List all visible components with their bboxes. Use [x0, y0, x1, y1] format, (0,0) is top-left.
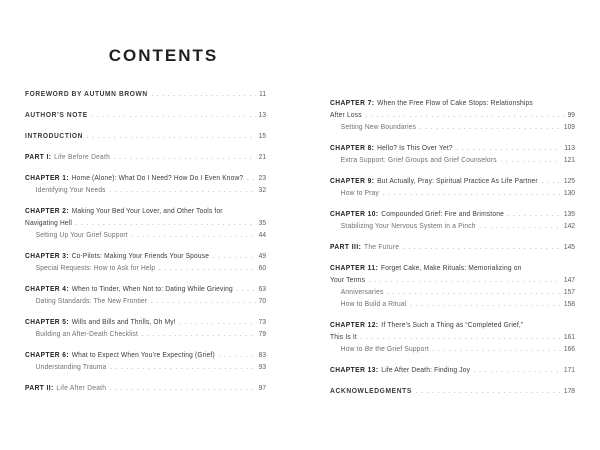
dot-leader — [500, 154, 561, 166]
dot-leader — [387, 286, 561, 298]
dot-leader — [151, 88, 256, 100]
toc-sub-entry-row — [330, 298, 575, 310]
toc-entry-title: If There’s Such a Thing as “Completed Grief,” — [381, 320, 524, 329]
toc-entry-row — [25, 283, 266, 295]
dot-leader — [213, 250, 256, 262]
page-number: 79 — [258, 329, 267, 338]
toc-entry-label: CHAPTER 4: — [25, 284, 70, 293]
toc-entry-title-continued: Your Terms — [330, 275, 366, 284]
page-number: 70 — [258, 296, 267, 305]
toc-entry-row — [330, 208, 575, 220]
toc-entry-label: CHAPTER 2: — [25, 206, 70, 215]
dot-leader — [151, 295, 256, 307]
toc-entry-row — [330, 262, 575, 274]
toc-sub-entry-row — [25, 295, 266, 307]
toc-entry-label: CHAPTER 9: — [330, 176, 375, 185]
toc-entry — [330, 208, 575, 232]
page-number: 99 — [567, 110, 575, 119]
page-number: 21 — [258, 152, 267, 161]
page-number: 35 — [258, 218, 267, 227]
toc-entry-row — [330, 175, 575, 187]
page-number: 15 — [258, 131, 267, 140]
toc-sub-title: Understanding Trauma — [35, 362, 107, 371]
toc-entry-row — [25, 250, 266, 262]
page-number: 135 — [563, 209, 575, 218]
dot-leader — [247, 172, 256, 184]
toc-sub-title: Dating Standards: The New Frontier — [35, 296, 148, 305]
toc-entry-title: Making Your Bed Your Lover, and Other Tools for — [71, 206, 223, 215]
page-number: 109 — [563, 122, 575, 131]
toc-entry — [330, 241, 575, 253]
page-number: 93 — [258, 362, 267, 371]
toc-entry-label: CHAPTER 1: — [25, 173, 70, 182]
toc-entry-row — [330, 331, 575, 343]
toc-column-right — [330, 97, 575, 406]
toc-sub-entry-row — [330, 220, 575, 232]
dot-leader — [110, 361, 256, 373]
toc-entry-label: CHAPTER 12: — [330, 320, 379, 329]
toc-entry-title: Hello? Is This Over Yet? — [377, 143, 453, 152]
toc-entry-label: CHAPTER 11: — [330, 263, 379, 272]
dot-leader — [114, 151, 256, 163]
toc-sub-title: Stabilizing Your Nervous System in a Pinch — [340, 221, 476, 230]
dot-leader — [541, 175, 561, 187]
toc-entry — [25, 349, 266, 373]
toc-sub-title: Extra Support: Grief Groups and Grief Counselors — [340, 155, 497, 164]
dot-leader — [403, 241, 561, 253]
toc-entry — [25, 205, 266, 241]
toc-entry-label: CHAPTER 7: — [330, 98, 375, 107]
toc-entry — [330, 364, 575, 376]
page-number: 44 — [258, 230, 267, 239]
toc-sub-title: How to Pray — [340, 188, 380, 197]
toc-entry — [25, 316, 266, 340]
toc-entry-row — [25, 109, 266, 121]
toc-entry-title: What to Expect When You’re Expecting (Grief) — [71, 350, 215, 359]
toc-sub-title: How to Build a Ritual — [340, 299, 407, 308]
toc-entry-row — [25, 349, 266, 361]
toc-entry-title: When the Free Flow of Cake Stops: Relationships — [377, 98, 533, 107]
toc-entry-title: Compounded Grief: Fire and Brimstone — [381, 209, 504, 218]
page-number: 113 — [564, 143, 575, 152]
dot-leader — [109, 184, 256, 196]
page-number: 171 — [563, 365, 575, 374]
toc-entry-label: PART III: — [330, 242, 362, 251]
dot-leader — [179, 316, 256, 328]
toc-entry-title: Life After Death — [56, 383, 107, 392]
toc-entry — [25, 382, 266, 394]
toc-entry — [25, 130, 266, 142]
toc-entry-row — [25, 382, 266, 394]
toc-sub-title: Setting New Boundaries — [340, 122, 417, 131]
page-number: 83 — [258, 350, 267, 359]
toc-sub-entry-row — [330, 343, 575, 355]
page-number: 60 — [258, 263, 267, 272]
toc-entry-title: When to Tinder, When Not to: Dating While Grieving — [71, 284, 233, 293]
page-number: 32 — [258, 185, 267, 194]
toc-entry-row — [330, 241, 575, 253]
toc-entry-title: Life After Death: Finding Joy — [381, 365, 471, 374]
toc-entry-row — [330, 274, 575, 286]
toc-sub-entry-row — [330, 286, 575, 298]
toc-sub-title: Special Requests: How to Ask for Help — [35, 263, 156, 272]
toc-entry-label: CHAPTER 5: — [25, 317, 70, 326]
page-number: 130 — [563, 188, 575, 197]
toc-sub-title: How to Be the Grief Support — [340, 344, 429, 353]
dot-leader — [410, 298, 561, 310]
dot-leader — [383, 187, 562, 199]
toc-entry-row — [330, 364, 575, 376]
toc-sub-entry-row — [25, 184, 266, 196]
page-number: 97 — [258, 383, 267, 392]
toc-entry-label: PART I: — [25, 152, 52, 161]
toc-entry-row — [25, 172, 266, 184]
toc-entry-row — [25, 316, 266, 328]
toc-entry — [25, 250, 266, 274]
toc-entry-title: Forget Cake, Make Rituals: Memorializing on — [380, 263, 522, 272]
dot-leader — [365, 109, 564, 121]
toc-entry-title: But Actually, Pray: Spiritual Practice As Life Partner — [377, 176, 538, 185]
dot-leader — [110, 382, 256, 394]
toc-entry — [25, 88, 266, 100]
toc-entry-label: CHAPTER 8: — [330, 143, 375, 152]
toc-entry-title-continued: Navigating Hell — [25, 218, 73, 227]
dot-leader — [456, 142, 561, 154]
dot-leader — [87, 130, 256, 142]
toc-sub-entry-row — [25, 229, 266, 241]
toc-entry-title-continued: This Is It — [330, 332, 357, 341]
toc-entry-title: Co-Pilots: Making Your Friends Your Spouse — [71, 251, 210, 260]
page-number: 23 — [258, 173, 267, 182]
toc-entry-row — [25, 130, 266, 142]
toc-entry — [330, 262, 575, 310]
toc-entry-row — [330, 142, 575, 154]
dot-leader — [361, 331, 562, 343]
dot-leader — [131, 229, 256, 241]
toc-entry-title: ACKNOWLEDGMENTS — [330, 386, 412, 395]
toc-entry-title: Life Before Death — [54, 152, 111, 161]
toc-entry-label: CHAPTER 13: — [330, 365, 379, 374]
toc-entry — [25, 109, 266, 121]
page-number: 157 — [563, 287, 575, 296]
toc-entry-row — [330, 97, 575, 109]
toc-entry-row — [330, 385, 575, 397]
dot-leader — [218, 349, 256, 361]
page-number: 13 — [258, 110, 267, 119]
toc-sub-title: Building an After-Death Checklist — [35, 329, 139, 338]
toc-entry — [330, 97, 575, 133]
page-number: 166 — [563, 344, 575, 353]
toc-entry — [330, 142, 575, 166]
dot-leader — [474, 364, 561, 376]
dot-leader — [416, 385, 562, 397]
page-number: 145 — [563, 242, 575, 251]
page-number: 158 — [563, 299, 575, 308]
toc-entry-title: Home (Alone): What Do I Need? How Do I Even Know? — [71, 173, 244, 182]
dot-leader — [508, 208, 562, 220]
toc-entry — [25, 151, 266, 163]
page-number: 142 — [563, 221, 575, 230]
page-title: CONTENTS — [108, 46, 219, 65]
toc-entry — [25, 172, 266, 196]
page-number: 11 — [259, 89, 267, 98]
dot-leader — [369, 274, 561, 286]
dot-leader — [159, 262, 256, 274]
toc-entry-label: PART II: — [25, 383, 54, 392]
toc-sub-entry-row — [330, 154, 575, 166]
toc-entry-title: The Future — [364, 242, 400, 251]
page-number: 125 — [563, 176, 575, 185]
toc-sub-entry-row — [330, 187, 575, 199]
toc-sub-title: Anniversaries — [340, 287, 384, 296]
toc-entry-row — [25, 88, 266, 100]
toc-entry-row — [25, 151, 266, 163]
page-number: 147 — [563, 275, 575, 284]
toc-sub-entry-row — [330, 121, 575, 133]
page-number: 73 — [258, 317, 267, 326]
toc-entry — [25, 283, 266, 307]
toc-entry-title: INTRODUCTION — [25, 131, 84, 140]
dot-leader — [479, 220, 561, 232]
dot-leader — [76, 217, 256, 229]
toc-sub-entry-row — [25, 361, 266, 373]
page-number: 178 — [563, 386, 575, 395]
dot-leader — [91, 109, 256, 121]
toc-entry-title-continued: After Loss — [330, 110, 362, 119]
page-number: 161 — [563, 332, 575, 341]
toc-entry — [330, 385, 575, 397]
toc-entry — [330, 175, 575, 199]
toc-entry-label: CHAPTER 10: — [330, 209, 379, 218]
page-number: 63 — [258, 284, 267, 293]
dot-leader — [236, 283, 256, 295]
toc-column-left — [25, 88, 266, 403]
toc-entry-row — [330, 109, 575, 121]
toc-sub-title: Setting Up Your Grief Support — [35, 230, 128, 239]
toc-sub-title: Identifying Your Needs — [35, 185, 106, 194]
toc-entry-row — [25, 217, 266, 229]
page-number: 49 — [258, 251, 267, 260]
toc-entry-label: CHAPTER 3: — [25, 251, 70, 260]
toc-sub-entry-row — [25, 328, 266, 340]
toc-entry — [330, 319, 575, 355]
page-number: 121 — [563, 155, 575, 164]
toc-entry-label: CHAPTER 6: — [25, 350, 70, 359]
toc-sub-entry-row — [25, 262, 266, 274]
toc-entry-title: AUTHOR’S NOTE — [25, 110, 88, 119]
toc-entry-row — [330, 319, 575, 331]
dot-leader — [142, 328, 256, 340]
dot-leader — [433, 343, 562, 355]
toc-entry-row — [25, 205, 266, 217]
dot-leader — [420, 121, 561, 133]
toc-entry-title: Wills and Bills and Thrills, Oh My! — [71, 317, 176, 326]
toc-entry-title: FOREWORD BY AUTUMN BROWN — [25, 89, 148, 98]
